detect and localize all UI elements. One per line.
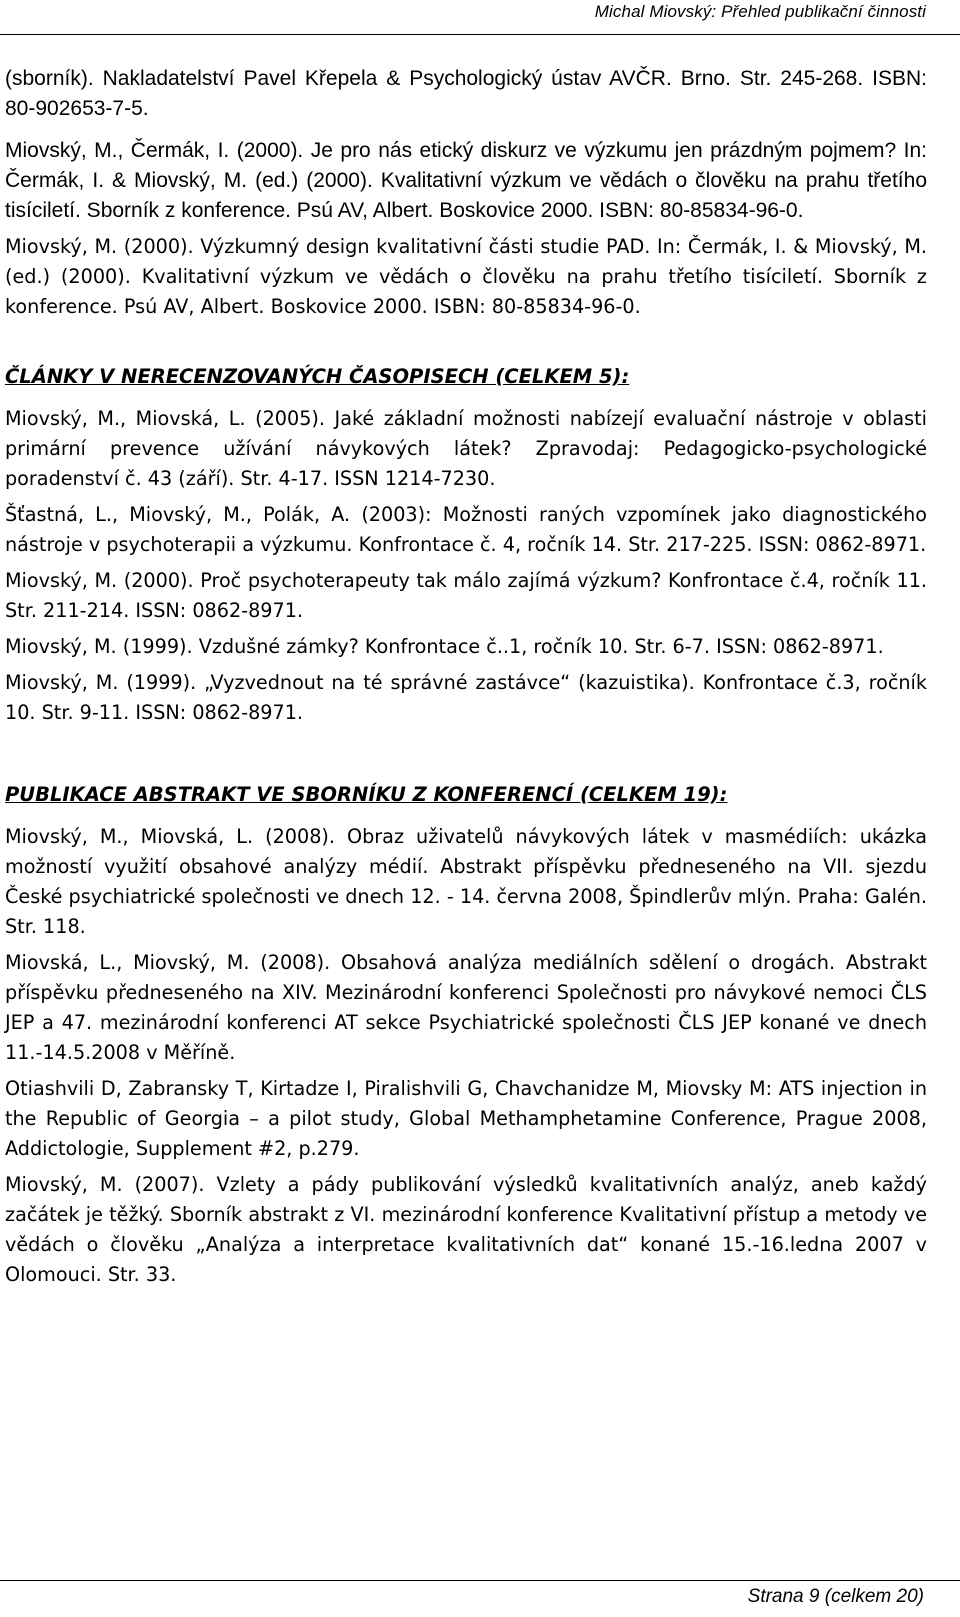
header-rule	[0, 34, 960, 35]
entry-chapter: Miovský, M., Čermák, I. (2000). Je pro nás etický diskurz ve výzkumu jen prázdným pojmem? In: Čermák, I. & Miovský, M. (ed.) (2000). Kvalitativní výzkum ve vědách o člověku na prahu třetího tisíciletí. Sborník z konference. Psú AV, Albert. Boskovice 2000. ISBN: 80-85834-96-0.	[5, 139, 927, 222]
footer-rule	[0, 1580, 960, 1581]
entry-abstract: Miovský, M. (2007). Vzlety a pády publikování výsledků kvalitativních analýz, aneb každý začátek je těžký. Sborník abstrakt z VI. mezinárodní konference Kvalitativní přístup a metody ve vědách o člověku „Analýza a interpretace kvalitativních dat“ konané 15.-16.ledna 2007 v Olomouci. Str. 33.	[5, 1173, 927, 1286]
entry-article: Miovský, M. (2000). Proč psychoterapeuty tak málo zajímá výzkum? Konfrontace č.4, ročník 11. Str. 211-214. ISSN: 0862-8971.	[5, 569, 927, 622]
entry-article: Šťastná, L., Miovský, M., Polák, A. (2003): Možnosti raných vzpomínek jako diagnostického nástroje v psychoterapii a výzkumu. Konfrontace č. 4, ročník 14. Str. 217-225. ISSN: 0862-8971.	[5, 503, 927, 556]
entry-article: Miovský, M. (1999). Vzdušné zámky? Konfrontace č..1, ročník 10. Str. 6-7. ISSN: 0862-8971.	[5, 635, 884, 658]
entry-article: Miovský, M. (1999). „Vyzvednout na té správné zastávce“ (kazuistika). Konfrontace č.3, ročník 10. Str. 9-11. ISSN: 0862-8971.	[5, 671, 927, 724]
page-body	[5, 64, 927, 1290]
entry-abstract: Miovský, M., Miovská, L. (2008). Obraz uživatelů návykových látek v masmédiích: ukázka možností využití obsahové analýzy médií. Abstrakt příspěvku předneseného na VII. sjezdu České psychiatrické společnosti ve dnech 12. - 14. června 2008, Špindlerův mlýn. Praha: Galén. Str. 118.	[5, 825, 927, 938]
entry-article: Miovský, M., Miovská, L. (2005). Jaké základní možnosti nabízejí evaluační nástroje v oblasti primární prevence užívání návykových látek? Zpravodaj: Pedagogicko-psychologické poradenství č. 43 (září). Str. 4-17. ISSN 1214-7230.	[5, 407, 927, 490]
page-number: Strana 9 (celkem 20)	[747, 1586, 924, 1607]
entry-continuation: (sborník). Nakladatelství Pavel Křepela & Psychologický ústav AVČR. Brno. Str. 245-268. ISBN: 80-902653-7-5.	[5, 67, 927, 120]
entry-abstract: Miovská, L., Miovský, M. (2008). Obsahová analýza mediálních sdělení o drogách. Abstrakt příspěvku předneseného na XIV. Mezinárodní konferenci Společnosti pro návykové nemoci ČLS JEP a 47. mezinárodní konferenci AT sekce Psychiatrické společnosti ČLS JEP konané ve dnech 11.-14.5.2008 v Měříně.	[5, 951, 927, 1064]
entry-chapter: Miovský, M. (2000). Výzkumný design kvalitativní části studie PAD. In: Čermák, I. & Miovský, M. (ed.) (2000). Kvalitativní výzkum ve vědách o člověku na prahu třetího tisíciletí. Sborník z konference. Psú AV, Albert. Boskovice 2000. ISBN: 80-85834-96-0.	[5, 235, 927, 318]
entry-abstract: Otiashvili D, Zabransky T, Kirtadze I, Piralishvili G, Chavchanidze M, Miovsky M: ATS injection in the Republic of Georgia – a pilot study, Global Methamphetamine Conference, Prague 2008, Addictologie, Supplement #2, p.279.	[5, 1077, 927, 1160]
section-heading-abstracts: PUBLIKACE ABSTRAKT VE SBORNÍKU Z KONFERENCÍ (CELKEM 19):	[5, 783, 728, 806]
running-header: Michal Miovský: Přehled publikační činnosti	[594, 2, 926, 21]
section-heading-articles: ČLÁNKY V NERECENZOVANÝCH ČASOPISECH (CELKEM 5):	[5, 365, 630, 388]
